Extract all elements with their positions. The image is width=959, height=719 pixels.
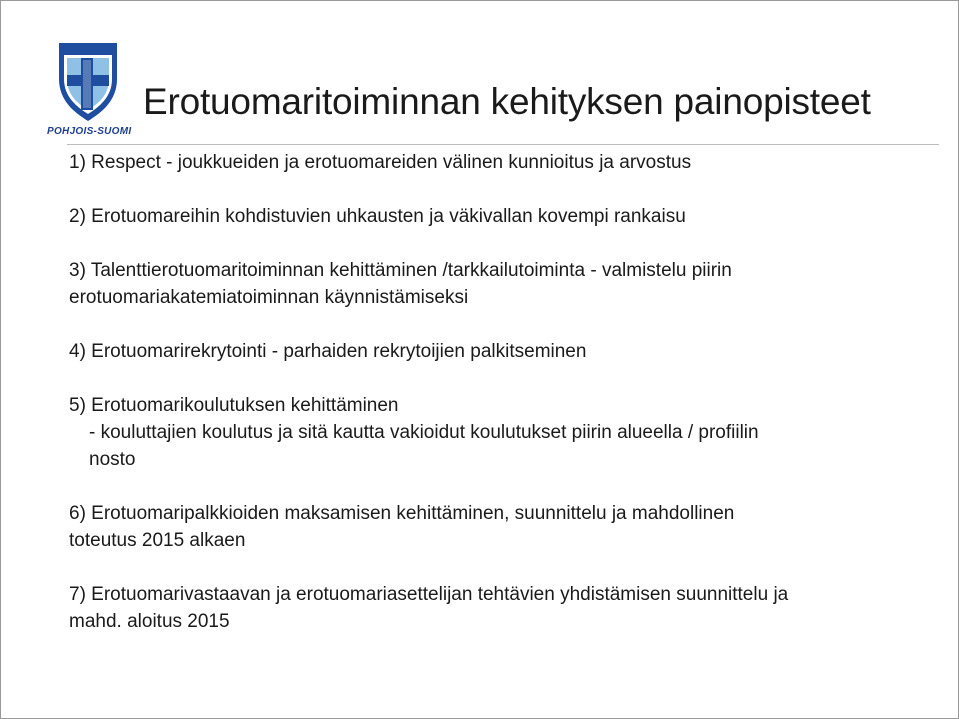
item-text: 3) Talenttierotuomaritoiminnan kehittäminen /tarkkailutoiminta - valmistelu piirin — [69, 260, 732, 281]
item-text: 7) Erotuomarivastaavan ja erotuomariasettelijan tehtävien yhdistämisen suunnittelu ja — [69, 584, 789, 605]
item-subtext-line: - kouluttajien koulutus ja sitä kautta vakioidut koulutukset piirin alueella / profiilin — [89, 422, 759, 443]
item-text: 4) Erotuomarirekrytointi - parhaiden rekrytoijien palkitseminen — [69, 341, 587, 362]
list-item-7 — [69, 581, 939, 635]
list-item-6 — [69, 500, 939, 554]
list-item-4 — [69, 338, 939, 365]
logo-caption: POHJOIS-SUOMI — [47, 126, 132, 137]
list-item-3 — [69, 257, 939, 311]
item-list — [69, 149, 939, 635]
item-text: 2) Erotuomareihin kohdistuvien uhkausten ja väkivallan kovempi rankaisu — [69, 206, 686, 227]
item-text: 1) Respect - joukkueiden ja erotuomareiden välinen kunnioitus ja arvostus — [69, 152, 692, 173]
logo — [47, 39, 131, 139]
item-subtext-line: nosto — [89, 449, 136, 470]
item-text: erotuomariakatemiatoiminnan käynnistämiseksi — [69, 287, 469, 308]
list-item-1 — [69, 149, 939, 176]
item-text: 5) Erotuomarikoulutuksen kehittäminen — [69, 395, 399, 416]
item-subtext — [69, 419, 939, 473]
title-divider — [67, 144, 939, 145]
item-text: toteutus 2015 alkaen — [69, 530, 246, 551]
item-text: mahd. aloitus 2015 — [69, 611, 230, 632]
list-item-2 — [69, 203, 939, 230]
item-text: 6) Erotuomaripalkkioiden maksamisen kehittäminen, suunnittelu ja mahdollinen — [69, 503, 735, 524]
list-item-5 — [69, 392, 939, 473]
page-title: Erotuomaritoiminnan kehityksen painopisteet — [143, 81, 871, 122]
crest-icon — [55, 39, 121, 123]
